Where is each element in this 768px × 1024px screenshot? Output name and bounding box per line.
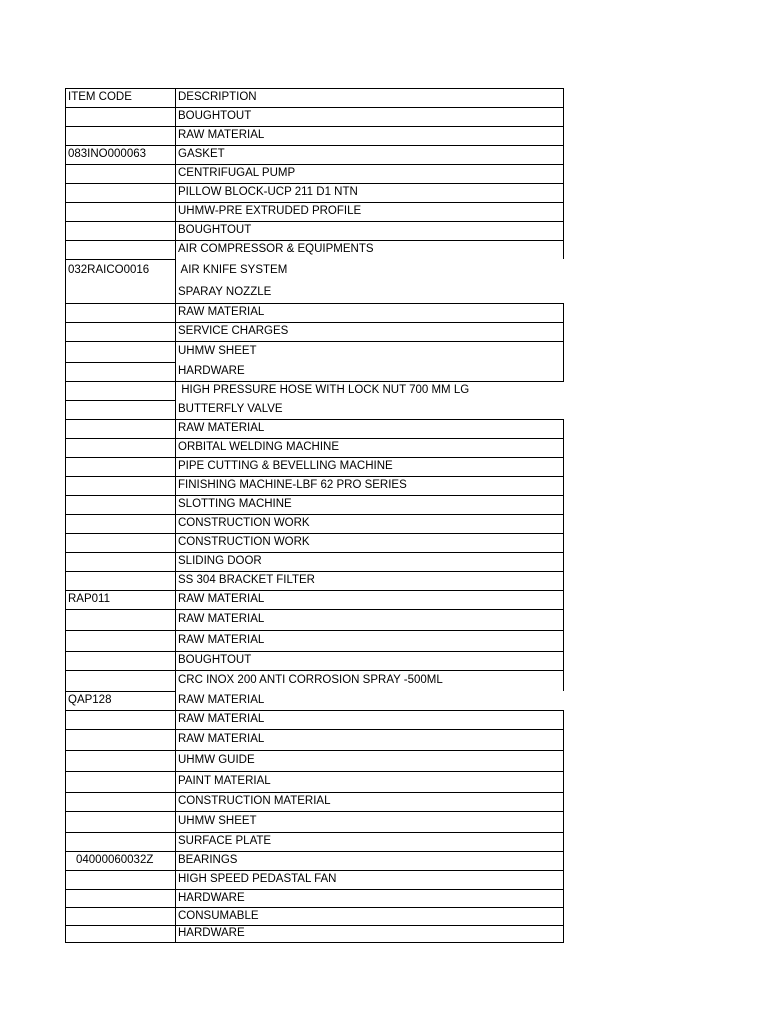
table-row [65, 710, 564, 729]
description-cell: SLOTTING MACHINE [176, 495, 564, 514]
item-code-cell: QAP128 [65, 691, 176, 710]
item-code-cell [65, 164, 176, 183]
table-row [65, 240, 564, 259]
table-row [65, 533, 564, 552]
table-row [65, 925, 564, 943]
item-code-cell: 032RAICO0016 [65, 259, 176, 282]
description-cell: CONSUMABLE [176, 907, 564, 925]
table-row [65, 771, 564, 792]
description-cell: FINISHING MACHINE-LBF 62 PRO SERIES [176, 476, 564, 495]
table-row [65, 126, 564, 145]
item-code-cell [65, 533, 176, 552]
table-row [65, 832, 564, 851]
table-row [65, 282, 564, 303]
item-code-cell [65, 457, 176, 476]
table-row [65, 811, 564, 832]
item-code-cell [65, 476, 176, 495]
item-code-cell [65, 221, 176, 240]
table-row [65, 729, 564, 750]
item-code-cell [65, 811, 176, 832]
description-cell: RAW MATERIAL [176, 609, 564, 630]
description-cell: RAW MATERIAL [176, 126, 564, 145]
item-code-cell [65, 322, 176, 341]
table-row [65, 202, 564, 221]
description-cell: HARDWARE [176, 925, 564, 943]
item-code-cell [65, 925, 176, 943]
item-code-cell [65, 750, 176, 771]
description-cell: UHMW SHEET [176, 341, 564, 362]
description-cell: CONSTRUCTION MATERIAL [176, 792, 564, 811]
item-code-cell [65, 240, 176, 259]
item-code-cell [65, 651, 176, 670]
description-cell: PAINT MATERIAL [176, 771, 564, 792]
description-cell: UHMW-PRE EXTRUDED PROFILE [176, 202, 564, 221]
description-cell: CONSTRUCTION WORK [176, 533, 564, 552]
description-cell: BUTTERFLY VALVE [178, 402, 283, 415]
item-code-cell [65, 438, 176, 457]
description-cell: GASKET [176, 145, 564, 164]
description-cell: SLIDING DOOR [176, 552, 564, 571]
item-code-cell [65, 729, 176, 750]
item-code-cell [65, 202, 176, 221]
item-code-cell [65, 126, 176, 145]
table-row [65, 400, 564, 419]
description-cell: RAW MATERIAL [176, 630, 564, 651]
table-row [65, 571, 564, 590]
description-cell: HARDWARE [176, 889, 564, 907]
description-cell: SURFACE PLATE [176, 832, 564, 851]
table-row [65, 670, 564, 691]
table-row [65, 221, 564, 240]
item-code-cell [65, 870, 176, 889]
description-cell: AIR KNIFE SYSTEM [178, 263, 288, 276]
table-row [65, 495, 564, 514]
description-cell: HIGH SPEED PEDASTAL FAN [176, 870, 564, 889]
table-row [65, 609, 564, 630]
item-code-cell: 04000060032Z [65, 851, 176, 870]
item-code-cell: RAP011 [65, 590, 176, 609]
description-cell: SS 304 BRACKET FILTER [176, 571, 564, 590]
description-cell: UHMW GUIDE [176, 750, 564, 771]
description-cell: CRC INOX 200 ANTI CORROSION SPRAY -500ML [176, 670, 564, 691]
item-code-cell [65, 514, 176, 533]
description-cell: BOUGHTOUT [176, 221, 564, 240]
description-cell: RAW MATERIAL [176, 419, 564, 438]
description-cell: BOUGHTOUT [176, 651, 564, 670]
table-row [65, 381, 564, 400]
description-cell: SPARAY NOZZLE [178, 285, 272, 298]
table-row [65, 476, 564, 495]
table-row [65, 259, 564, 282]
item-code-cell [65, 907, 176, 925]
item-table [65, 88, 564, 943]
description-cell: AIR COMPRESSOR & EQUIPMENTS [176, 240, 564, 259]
item-code-cell: 083INO000063 [65, 145, 176, 164]
item-code-cell [65, 107, 176, 126]
description-cell: ORBITAL WELDING MACHINE [176, 438, 564, 457]
item-code-cell [65, 183, 176, 202]
table-row [65, 590, 564, 609]
table-row [65, 750, 564, 771]
description-cell: RAW MATERIAL [178, 693, 265, 706]
item-code-cell [65, 771, 176, 792]
item-code-cell [65, 630, 176, 651]
description-cell: HIGH PRESSURE HOSE WITH LOCK NUT 700 MM LG [176, 381, 564, 400]
item-code-cell [65, 710, 176, 729]
table-row [65, 691, 564, 710]
item-code-cell [65, 381, 176, 400]
item-code-cell [65, 832, 176, 851]
item-code-cell [65, 571, 176, 590]
table-row [65, 870, 564, 889]
table-row [65, 851, 564, 870]
item-code-cell [65, 670, 176, 691]
table-row [65, 341, 564, 362]
description-cell: SERVICE CHARGES [176, 322, 564, 341]
table-row [65, 183, 564, 202]
description-cell: PILLOW BLOCK-UCP 211 D1 NTN [176, 183, 564, 202]
table-row [65, 145, 564, 164]
description-cell: RAW MATERIAL [176, 710, 564, 729]
table-row [65, 792, 564, 811]
table-row [65, 889, 564, 907]
item-code-cell [65, 303, 176, 322]
item-code-cell [65, 419, 176, 438]
item-code-cell [65, 400, 176, 419]
table-row [65, 438, 564, 457]
item-code-cell [65, 889, 176, 907]
description-cell: BEARINGS [176, 851, 564, 870]
header-item-code: ITEM CODE [65, 88, 176, 107]
item-code-cell [65, 495, 176, 514]
table-row [65, 457, 564, 476]
description-cell: RAW MATERIAL [176, 729, 564, 750]
table-row [65, 419, 564, 438]
table-row [65, 907, 564, 925]
item-code-cell [65, 552, 176, 571]
table-row [65, 362, 564, 381]
table-row [65, 322, 564, 341]
description-cell: HARDWARE [176, 362, 564, 381]
table-row [65, 514, 564, 533]
item-code-cell [65, 609, 176, 630]
table-row [65, 303, 564, 322]
item-code-cell [65, 341, 176, 362]
table-row [65, 164, 564, 183]
description-cell: PIPE CUTTING & BEVELLING MACHINE [176, 457, 564, 476]
table-row [65, 107, 564, 126]
table-row [65, 630, 564, 651]
description-cell: CENTRIFUGAL PUMP [176, 164, 564, 183]
item-code-cell [65, 362, 176, 381]
table-header-row [65, 88, 564, 107]
description-cell: BOUGHTOUT [176, 107, 564, 126]
header-description: DESCRIPTION [176, 88, 564, 107]
description-cell: CONSTRUCTION WORK [176, 514, 564, 533]
table-row [65, 651, 564, 670]
table-row [65, 552, 564, 571]
description-cell: UHMW SHEET [176, 811, 564, 832]
description-cell: RAW MATERIAL [176, 303, 564, 322]
item-code-cell [65, 792, 176, 811]
item-code-cell [65, 282, 176, 303]
description-cell: RAW MATERIAL [176, 590, 564, 609]
